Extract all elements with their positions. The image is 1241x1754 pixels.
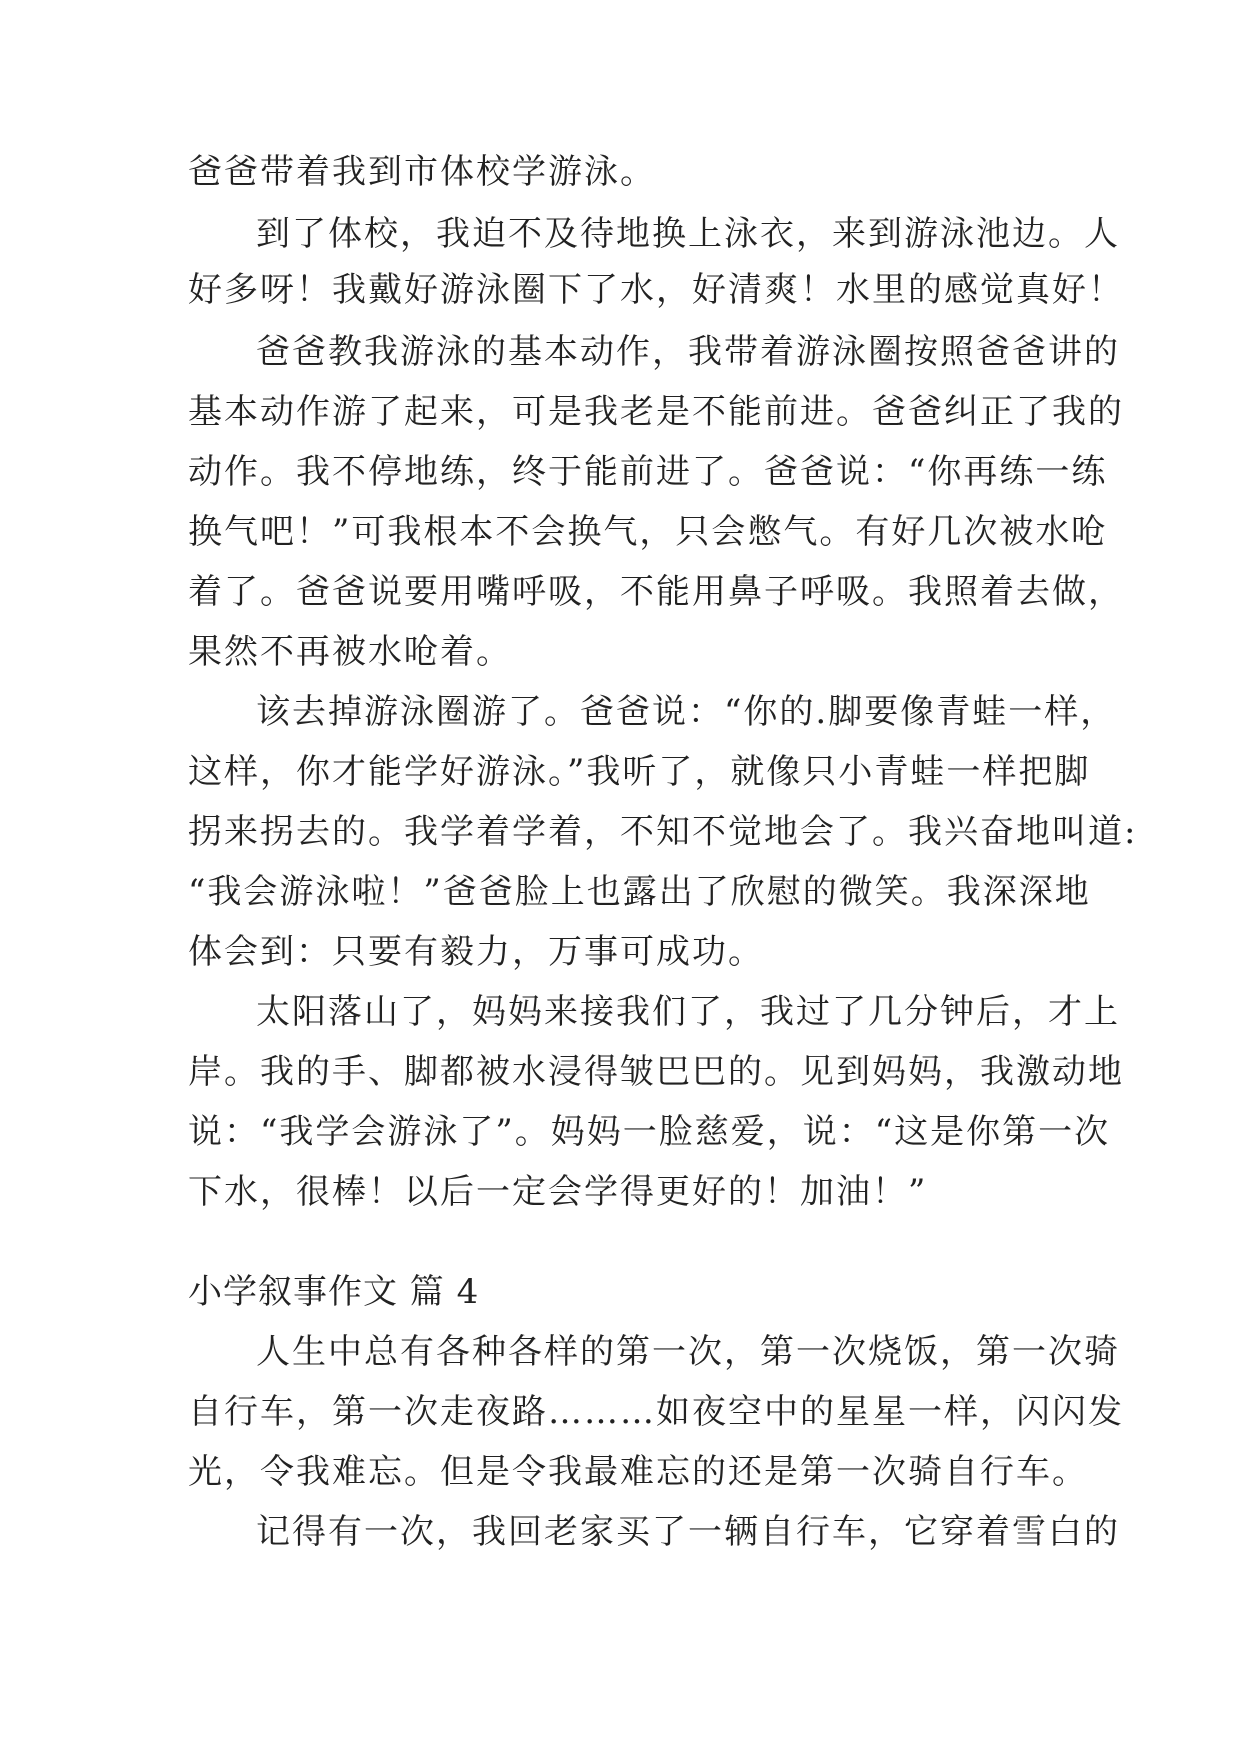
text-line: 岸。我的手、脚都被水浸得皱巴巴的。见到妈妈，我激动地: [188, 1052, 1124, 1092]
text-line: 太阳落山了，妈妈来接我们了，我过了几分钟后，才上: [256, 992, 1120, 1032]
text-line: 着了。爸爸说要用嘴呼吸，不能用鼻子呼吸。我照着去做，: [188, 572, 1124, 612]
text-line: 体会到：只要有毅力，万事可成功。: [188, 932, 764, 972]
text-line: 拐来拐去的。我学着学着，不知不觉地会了。我兴奋地叫道:: [188, 812, 1138, 852]
text-line: 说：“我学会游泳了”。妈妈一脸慈爱，说：“这是你第一次: [188, 1112, 1111, 1152]
text-line: 这样，你才能学好游泳。”我听了，就像只小青蛙一样把脚: [188, 752, 1091, 792]
text-line: 到了体校，我迫不及待地换上泳衣，来到游泳池边。人: [256, 214, 1120, 254]
text-line: 爸爸教我游泳的基本动作，我带着游泳圈按照爸爸讲的: [256, 332, 1120, 372]
text-line: “我会游泳啦！”爸爸脸上也露出了欣慰的微笑。我深深地: [188, 872, 1091, 912]
text-line: 该去掉游泳圈游了。爸爸说：“你的.脚要像青蛙一样，: [256, 692, 1117, 732]
section-heading: 小学叙事作文 篇 4: [188, 1272, 480, 1312]
text-line: 基本动作游了起来，可是我老是不能前进。爸爸纠正了我的: [188, 392, 1124, 432]
text-line: 光，令我难忘。但是令我最难忘的还是第一次骑自行车。: [188, 1452, 1088, 1492]
text-line: 记得有一次，我回老家买了一辆自行车，它穿着雪白的: [256, 1512, 1120, 1552]
text-line: 爸爸带着我到市体校学游泳。: [188, 152, 656, 192]
text-line: 下水，很棒！以后一定会学得更好的！加油！”: [188, 1172, 928, 1212]
text-line: 果然不再被水呛着。: [188, 632, 512, 672]
text-line: 好多呀！我戴好游泳圈下了水，好清爽！水里的感觉真好！: [188, 270, 1124, 310]
text-line: 人生中总有各种各样的第一次，第一次烧饭，第一次骑: [256, 1332, 1120, 1372]
text-line: 动作。我不停地练，终于能前进了。爸爸说：“你再练一练: [188, 452, 1108, 492]
text-line: 自行车，第一次走夜路………如夜空中的星星一样，闪闪发: [188, 1392, 1124, 1432]
text-line: 换气吧！”可我根本不会换气，只会憋气。有好几次被水呛: [188, 512, 1108, 552]
